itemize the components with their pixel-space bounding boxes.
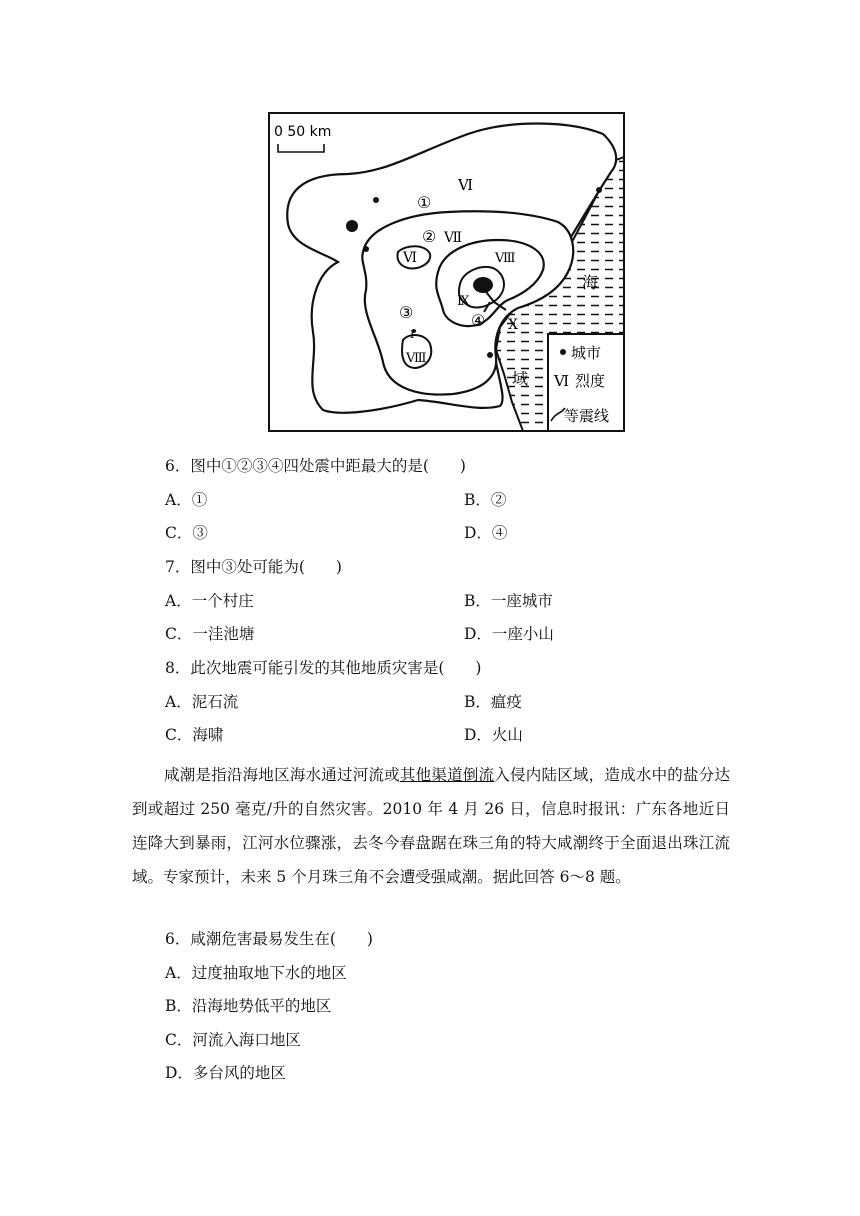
label-intensity-small: Ⅰ	[410, 328, 415, 341]
question-b6-option-b: B．沿海地势低平的地区	[165, 997, 332, 1015]
legend-intensity-roman: Ⅵ	[554, 372, 570, 390]
city-dot	[363, 246, 369, 252]
question-b6-stem: 6．咸潮危害最易发生在( )	[165, 930, 373, 948]
passage-text-1: 咸潮是指沿海地区海水通过河流或	[164, 766, 400, 784]
label-intensity-vii: Ⅶ	[444, 230, 463, 246]
passage-text-2: 入侵内陆区域，造成水中的盐分达到或超过 250 毫克/升的自然灾害。2010 年 4 月 26 日，信息时报讯：广东各地近日连降大到暴雨，江河水位骤涨，去冬今春盘踞在珠三角的特大咸潮终于全面退出珠江流域。专家预计，未来 5 个月珠三角不会遭受强咸潮。据此回答 6～8 题。	[132, 766, 730, 886]
label-intensity-vi-left: Ⅵ	[403, 250, 418, 266]
label-intensity-viii-top: Ⅷ	[495, 251, 516, 266]
question-7-option-b: B．一座城市	[464, 592, 553, 610]
label-intensity-x: Ⅹ	[508, 317, 518, 333]
question-6-stem: 6．图中①②③④四处震中距最大的是( )	[165, 457, 466, 475]
city-dot	[596, 187, 602, 193]
question-8-stem: 8．此次地震可能引发的其他地质灾害是( )	[165, 659, 482, 677]
legend-city-icon	[560, 349, 566, 355]
reading-passage	[132, 758, 730, 894]
scale-label: 0 50 km	[274, 124, 332, 140]
marker-4: ④	[471, 311, 486, 330]
legend-isoseismal-label: 等震线	[564, 407, 610, 425]
marker-3: ③	[399, 303, 414, 322]
city-dot	[373, 197, 379, 203]
label-intensity-vi-top: Ⅵ	[458, 176, 474, 194]
earthquake-intensity-map	[268, 112, 625, 432]
legend-intensity-label: 烈度	[575, 372, 606, 390]
question-7-option-a: A．一个村庄	[165, 592, 254, 610]
question-6-option-b: B．②	[464, 491, 507, 509]
city-dot-large	[346, 220, 358, 232]
label-intensity-ix: Ⅸ	[457, 294, 470, 309]
question-7-stem: 7．图中③处可能为( )	[165, 558, 342, 576]
label-intensity-viii-bottom: Ⅷ	[406, 351, 427, 366]
question-8-option-d: D．火山	[464, 726, 523, 744]
epicenter-dot	[473, 277, 493, 293]
question-6-option-a: A．①	[165, 491, 208, 509]
question-7-option-c: C．一洼池塘	[165, 625, 255, 643]
question-b6-option-d: D．多台风的地区	[165, 1064, 286, 1082]
question-8-option-a: A．泥石流	[165, 693, 239, 711]
question-b6-option-c: C．河流入海口地区	[165, 1031, 301, 1049]
sea-label-yu: 域	[512, 369, 529, 388]
question-b6-option-a: A．过度抽取地下水的地区	[165, 964, 347, 982]
marker-2: ②	[422, 227, 437, 246]
city-dot	[487, 352, 493, 358]
question-8-option-b: B．瘟疫	[464, 693, 522, 711]
passage-underlined: 其他渠道倒流	[399, 766, 495, 784]
question-8-option-c: C．海啸	[165, 726, 224, 744]
question-6-option-c: C．③	[165, 524, 208, 542]
question-7-option-d: D．一座小山	[464, 625, 554, 643]
sea-label-hai: 海	[582, 273, 599, 292]
legend-city-label: 城市	[571, 344, 602, 362]
question-6-option-d: D．④	[464, 524, 508, 542]
marker-1: ①	[417, 193, 432, 212]
